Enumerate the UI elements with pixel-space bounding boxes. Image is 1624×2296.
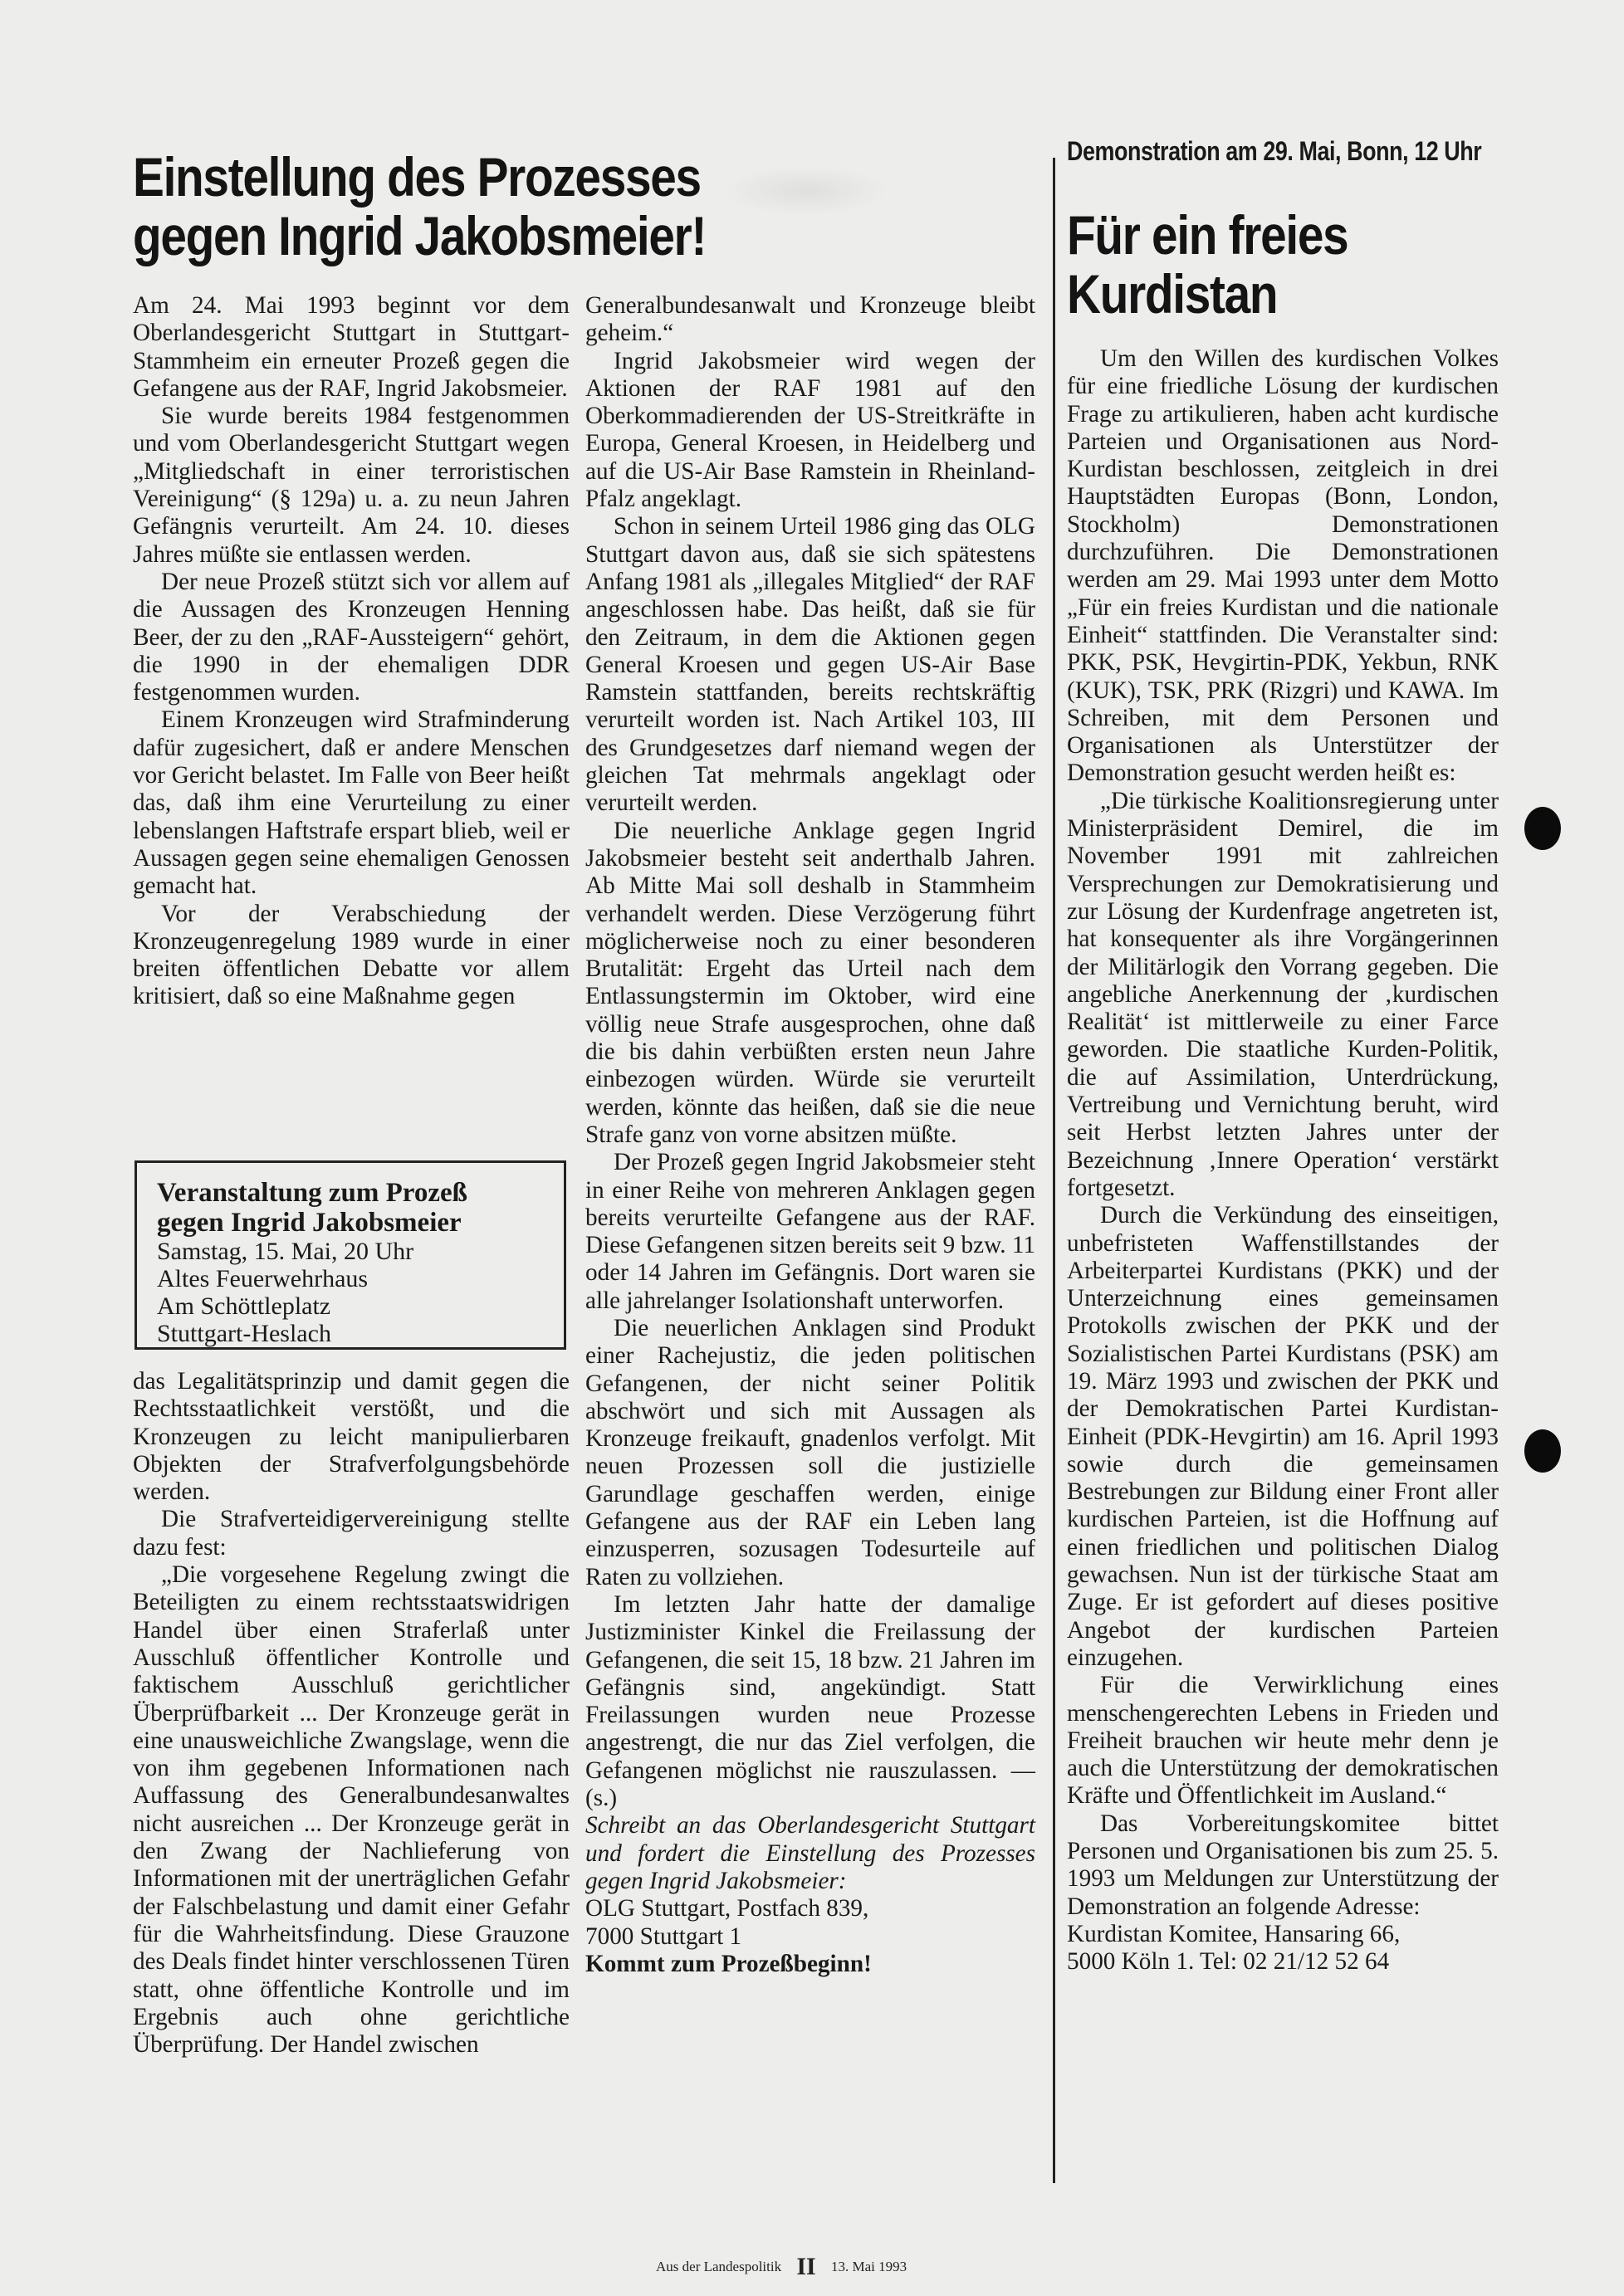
main-headline-line2: gegen Ingrid Jakobsmeier!: [133, 205, 707, 267]
paragraph: Sie wurde bereits 1984 festgenommen und vom Oberlandesgericht Stuttgart wegen „Mitgliedschaft in einer terroristischen Vereinigung“ (§ 129a) u. a. zu neun Jahren Gefängnis verurteilt. Am 24. 10. dieses Jahres müßte sie entlassen werden.: [133, 403, 570, 568]
footer-section: Aus der Landespolitik: [656, 2259, 782, 2274]
article-column-1-bottom: [133, 1368, 570, 2190]
court-address-line1: OLG Stuttgart, Postfach 839,: [585, 1895, 869, 1922]
paragraph: Der neue Prozeß stützt sich vor allem auf die Aussagen des Kronzeugen Henning Beer, der zu den „RAF-Aussteigern“ gehört, die 1990 in der ehemaligen DDR festgenommen wurden.: [133, 568, 570, 706]
paragraph: Im letzten Jahr hatte der damalige Justizminister Kinkel die Freilassung der Gefangenen, die seit 15, 18 bzw. 21 Jahren im Gefängnis sind, angekündigt. Statt Freilassungen wurden neue Prozesse angestrengt, die nur das Ziel verfolgen, die Gefangenen möglichst nie rauszulassen. — (s.): [585, 1590, 1035, 1812]
article-column-2: [585, 292, 1035, 2193]
article-column-3: [1067, 345, 1499, 2195]
event-title-line2: gegen Ingrid Jakobsmeier: [157, 1208, 462, 1238]
event-date: Samstag, 15. Mai, 20 Uhr: [157, 1238, 414, 1265]
event-announcement-box: [135, 1160, 566, 1350]
main-headline: [133, 148, 706, 266]
punch-hole-top: [1524, 807, 1561, 850]
column-divider: [1053, 158, 1055, 2183]
paragraph: Vor der Verabschiedung der Kronzeugenregelung 1989 wurde in einer breiten öffentlichen Debatte vor allem kritisiert, daß so eine Maßnahme gegen: [133, 900, 570, 1010]
main-headline-line1: Einstellung des Prozesses: [133, 146, 701, 208]
paragraph: Der Prozeß gegen Ingrid Jakobsmeier steht in einer Reihe von mehreren Anklagen gegen bereits verurteilte Gefangene aus der RAF. Diese Gefangenen sitzen bereits seit 9 bzw. 11 oder 14 Jahren im Gefängnis. Dort waren sie alle jahrelanger Isolationshaft unterworfen.: [585, 1149, 1035, 1314]
court-address-line2: 7000 Stuttgart 1: [585, 1922, 742, 1950]
contact-address-line2: 5000 Köln 1. Tel: 02 21/12 52 64: [1067, 1948, 1390, 1976]
paragraph: das Legalitätsprinzip und damit gegen die Rechtsstaatlichkeit verstößt, und die Kronzeugen zu leicht manipulierbaren Objekten der Strafverfolgungsbehörde werden.: [133, 1368, 570, 1506]
paragraph: Die neuerlichen Anklagen sind Produkt einer Rachejustiz, die jeden politischen Gefangenen, der nicht seiner Politik abschwört und sich mit Aussagen als Kronzeuge freikauft, gnadenlos verfolgt. Mit neuen Prozessen soll die justizielle Garundlage geschaffen werden, einige Gefangene aus der RAF ein Leben lang einzusperren, sozusagen Todesurteile auf Raten zu vollziehen.: [585, 1314, 1035, 1590]
footer-page-number: II: [796, 2253, 816, 2280]
event-city: Stuttgart-Heslach: [157, 1320, 331, 1347]
page-footer: [656, 2253, 907, 2281]
article-column-1-top: [133, 292, 570, 1146]
event-venue: Altes Feuerwehrhaus: [157, 1265, 369, 1292]
paragraph: Für die Verwirklichung eines menschengerechten Lebens in Frieden und Freiheit brauchen wir heute mehr denn je auch die Unterstützung der demokratischen Kräfte und Öffentlichkeit im Ausland.“: [1067, 1672, 1499, 1810]
quote-paragraph: „Die vorgesehene Regelung zwingt die Beteiligten zu einem rechtsstaatswidrigen Handel über einen Straferlaß unter Ausschluß öffentlicher Kontrolle und faktischem Ausschluß gerichtlicher Überprüfbarkeit ... Der Kronzeuge gerät in eine unausweichliche Zwangslage, wenn die von ihm gegebenen Informationen nach Auffassung des Generalbundesanwaltes nicht ausreichen ... Der Kronzeuge gerät in den Zwang der Nachlieferung von Informationen mit der unerträglichen Gefahr der Falschbelastung und damit einer Gefahr für die Wahrheitsfindung. Diese Grauzone des Deals findet hinter verschlossenen Türen statt, ohne öffentliche Kontrolle und im Ergebnis auch ohne gerichtliche Überprüfung. Der Handel zwischen: [133, 1561, 570, 2059]
paragraph: Ingrid Jakobsmeier wird wegen der Aktionen der RAF 1981 auf den Oberkommadierenden der US-Streitkräfte in Europa, General Kroesen, in Heidelberg und auf die US-Air Base Ramstein in Rheinland-Pfalz angeklagt.: [585, 347, 1035, 513]
demo-headline-line1: Für ein freies: [1067, 204, 1348, 266]
footer-date: 13. Mai 1993: [830, 2259, 907, 2274]
demo-headline-line2: Kurdistan: [1067, 263, 1278, 325]
paragraph: Um den Willen des kurdischen Volkes für eine friedliche Lösung der kurdischen Frage zu artikulieren, haben acht kurdische Parteien und Organisationen aus Nord-Kurdistan beschlossen, zeitgleich in drei Hauptstädten Europas (Bonn, London, Stockholm) Demonstrationen durchzuführen. Die Demonstrationen werden am 29. Mai 1993 unter dem Motto „Für ein freies Kurdistan und die nationale Einheit“ stattfinden. Die Veranstalter sind: PKK, PSK, Hevgirtin-PDK, Yekbun, RNK (KUK), TSK, PRK (Rizgri) und KAWA. Im Schreiben, mit dem Personen und Organisationen als Unterstützer der Demonstration gesucht werden heißt es:: [1067, 345, 1499, 787]
closing-slogan: Kommt zum Prozeßbeginn!: [585, 1950, 872, 1977]
event-title-line1: Veranstaltung zum Prozeß: [157, 1178, 467, 1208]
demo-kicker: Demonstration am 29. Mai, Bonn, 12 Uhr: [1067, 136, 1482, 166]
event-street: Am Schöttleplatz: [157, 1292, 331, 1320]
paragraph: Schon in seinem Urteil 1986 ging das OLG Stuttgart davon aus, daß sie sich spätestens Anfang 1981 als „illegales Mitglied“ der RAF angeschlossen habe. Das heißt, daß sie für den Zeitraum, in dem die Aktionen gegen General Kroesen und gegen US-Air Base Ramstein stattfanden, bereits rechtskräftig verurteilt worden ist. Nach Artikel 103, III des Grundgesetzes darf niemand wegen der gleichen Tat mehrmals angeklagt oder verurteilt werden.: [585, 513, 1035, 817]
paragraph: Am 24. Mai 1993 beginnt vor dem Oberlandesgericht Stuttgart in Stuttgart-Stammheim ein erneuter Prozeß gegen die Gefangene aus der RAF, Ingrid Jakobsmeier.: [133, 292, 570, 402]
paragraph: Die Strafverteidigervereinigung stellte dazu fest:: [133, 1506, 570, 1561]
paragraph: Einem Kronzeugen wird Strafminderung dafür zugesichert, daß er andere Menschen vor Gericht belastet. Im Falle von Beer heißt das, daß ihm eine Verurteilung zu einer lebenslangen Haftstrafe erspart blieb, weil er Aussagen gegen seine ehemaligen Genossen gemacht hat.: [133, 706, 570, 900]
print-smudge: [722, 166, 888, 216]
contact-address-line1: Kurdistan Komitee, Hansaring 66,: [1067, 1920, 1401, 1947]
call-to-action: Schreibt an das Oberlandesgericht Stuttgart und fordert die Einstellung des Prozesses gegen Ingrid Jakobsmeier:: [585, 1812, 1035, 1894]
demo-headline: [1067, 206, 1348, 325]
paragraph: Die neuerliche Anklage gegen Ingrid Jakobsmeier besteht seit anderthalb Jahren. Ab Mitte Mai soll deshalb in Stammheim verhandelt werden. Diese Verzögerung führt möglicherweise noch zu einer besonderen Brutalität: Ergeht das Urteil nach dem Entlassungstermin im Oktober, wird eine völlig neue Strafe ausgesprochen, ohne daß die bis dahin verbüßten ersten neun Jahre einbezogen würden. Würde sie verurteilt werden, könnte das heißen, daß sie die neue Strafe ganz von vorne absitzen müßte.: [585, 817, 1035, 1148]
paragraph: Durch die Verkündung des einseitigen, unbefristeten Waffenstillstandes der Arbeiterpartei Kurdistans (PKK) und der Unterzeichnung eines gemeinsamen Protokolls zwischen der PKK und der Sozialistischen Partei Kurdistans (PSK) am 19. März 1993 und zwischen der PKK und der Demokratischen Partei Kurdistan-Einheit (PDK-Hevgirtin) am 16. April 1993 sowie durch die gemeinsamen Bestrebungen zur Bildung einer Front aller kurdischen Parteien, ist die Hoffnung auf einen friedlichen und politischen Dialog gewachsen. Nun ist der türkische Staat am Zuge. Er ist gefordert auf dieses positive Angebot der kurdischen Parteien einzugehen.: [1067, 1202, 1499, 1671]
quote-paragraph: „Die türkische Koalitionsregierung unter Ministerpräsident Demirel, die im November 1991 mit zahlreichen Versprechungen zur Demokratisierung und zur Lösung der Kurdenfrage angetreten ist, hat konsequenter als ihre Vorgängerinnen der Militärlogik den Vorrang gegeben. Die angebliche Anerkennung der ‚kurdischen Realität‘ ist mittlerweile zu einer Farce geworden. Die staatliche Kurden-Politik, die auf Assimilation, Unterdrückung, Vertreibung und Vernichtung beruht, wird seit Herbst letzten Jahres unter der Bezeichnung ‚Innere Operation‘ verstärkt fortgesetzt.: [1067, 787, 1499, 1201]
paragraph: Das Vorbereitungskomitee bittet Personen und Organisationen bis zum 25. 5. 1993 um Meldungen zur Unterstützung der Demonstration an folgende Adresse:: [1067, 1810, 1499, 1920]
paragraph: Generalbundesanwalt und Kronzeuge bleibt geheim.“: [585, 292, 1035, 347]
punch-hole-bottom: [1524, 1429, 1561, 1473]
